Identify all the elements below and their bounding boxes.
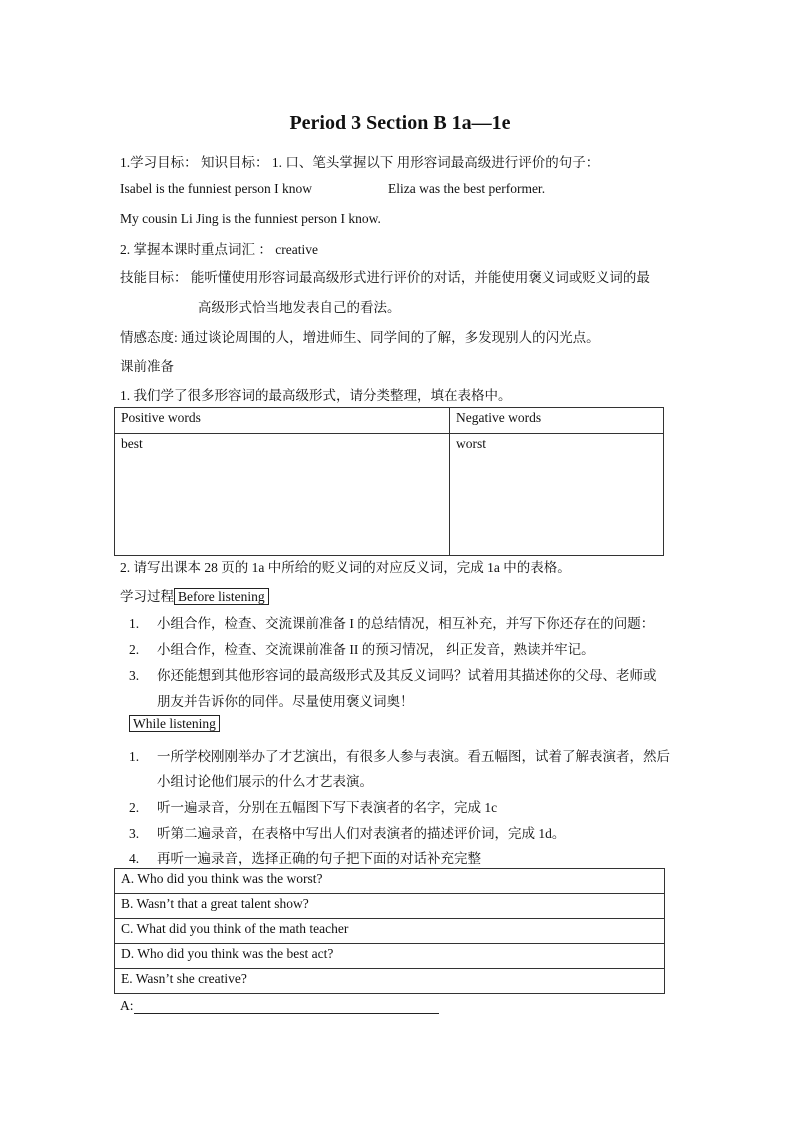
page-title: Period 3 Section B 1a—1e bbox=[289, 112, 511, 134]
skill-goal-line-cont: 高级形式恰当地发表自己的看法。 bbox=[198, 300, 401, 315]
item-number: 1. bbox=[129, 749, 140, 764]
before-item-1 bbox=[129, 612, 654, 632]
prep-heading: 课前准备 bbox=[120, 359, 174, 374]
item-text: 一所学校刚刚举办了才艺演出，有很多人参与表演。看五幅图，试着了解表演者，然后 bbox=[157, 749, 670, 764]
item-text: 小组合作，检查、交流课前准备 I 的总结情况，相互补充，并写下你还存在的问题： bbox=[157, 616, 655, 631]
while-listening-label: While listening bbox=[129, 715, 220, 732]
while-item-2 bbox=[129, 796, 497, 816]
table-cell-negative: worst bbox=[450, 434, 664, 556]
item-text: 听一遍录音，分别在五幅图下写下表演者的名字，完成 1c bbox=[157, 800, 498, 815]
item-number: 2. bbox=[129, 642, 140, 657]
skill-goal-line: 技能目标： 能听懂使用形容词最高级形式进行评价的对话，并能使用褒义词或贬义词的最 bbox=[120, 270, 650, 285]
while-listening-line bbox=[129, 716, 220, 732]
before-item-3-cont: 朋友并告诉你的同伴。尽量使用褒义词奥！ bbox=[157, 694, 414, 709]
while-item-3 bbox=[129, 822, 565, 842]
table-header-negative: Negative words bbox=[450, 408, 664, 434]
example-sentence-2: Eliza was the best performer. bbox=[388, 181, 546, 196]
emotion-goal-line: 情感态度: 通过谈论周围的人，增进师生、同学间的了解，多发现别人的闪光点。 bbox=[120, 330, 600, 345]
process-label: 学习过程 bbox=[120, 589, 174, 604]
item-number: 4. bbox=[129, 851, 140, 866]
while-item-1-cont: 小组讨论他们展示的什么才艺表演。 bbox=[157, 774, 373, 789]
table-header-positive: Positive words bbox=[115, 408, 450, 434]
option-d: D. Who did you think was the best act? bbox=[115, 944, 665, 969]
answer-label: A: bbox=[120, 998, 134, 1013]
objectives-line: 1.学习目标： 知识目标： 1. 口、笔头掌握以下 用形容词最高级进行评价的句子： bbox=[120, 155, 600, 170]
item-number: 3. bbox=[129, 826, 140, 841]
option-e: E. Wasn’t she creative? bbox=[115, 969, 665, 994]
prep-item-1: 1. 我们学了很多形容词的最高级形式，请分类整理，填在表格中。 bbox=[120, 388, 512, 403]
before-listening-label: Before listening bbox=[174, 588, 269, 605]
answer-blank[interactable] bbox=[134, 999, 439, 1014]
item-number: 3. bbox=[129, 668, 140, 683]
item-number: 2. bbox=[129, 800, 140, 815]
example-sentence-1: Isabel is the funniest person I know bbox=[120, 181, 312, 196]
word-table bbox=[114, 407, 664, 556]
item-text: 小组合作，检查、交流课前准备 II 的预习情况， 纠正发音，熟读并牢记。 bbox=[157, 642, 595, 657]
option-b: B. Wasn’t that a great talent show? bbox=[115, 894, 665, 919]
answer-line bbox=[120, 998, 439, 1014]
item-number: 1. bbox=[129, 616, 140, 631]
option-a: A. Who did you think was the worst? bbox=[115, 869, 665, 894]
item-text: 听第二遍录音，在表格中写出人们对表演者的描述评价词，完成 1d。 bbox=[157, 826, 566, 841]
option-c: C. What did you think of the math teacher bbox=[115, 919, 665, 944]
process-line bbox=[120, 585, 269, 605]
table-cell-positive: best bbox=[115, 434, 450, 556]
before-item-3 bbox=[129, 664, 657, 684]
options-table bbox=[114, 868, 665, 994]
item-text: 再听一遍录音，选择正确的句子把下面的对话补充完整 bbox=[157, 851, 481, 866]
vocab-line: 2. 掌握本课时重点词汇 ： creative bbox=[120, 242, 318, 257]
item-text: 你还能想到其他形容词的最高级形式及其反义词吗？试着用其描述你的父母、老师或 bbox=[157, 668, 657, 683]
while-item-4 bbox=[129, 847, 481, 867]
example-sentence-3: My cousin Li Jing is the funniest person I know. bbox=[120, 211, 381, 226]
while-item-1 bbox=[129, 745, 670, 765]
prep-item-2: 2. 请写出课本 28 页的 1a 中所给的贬义词的对应反义词，完成 1a 中的表格。 bbox=[120, 560, 571, 575]
before-item-2 bbox=[129, 638, 595, 658]
